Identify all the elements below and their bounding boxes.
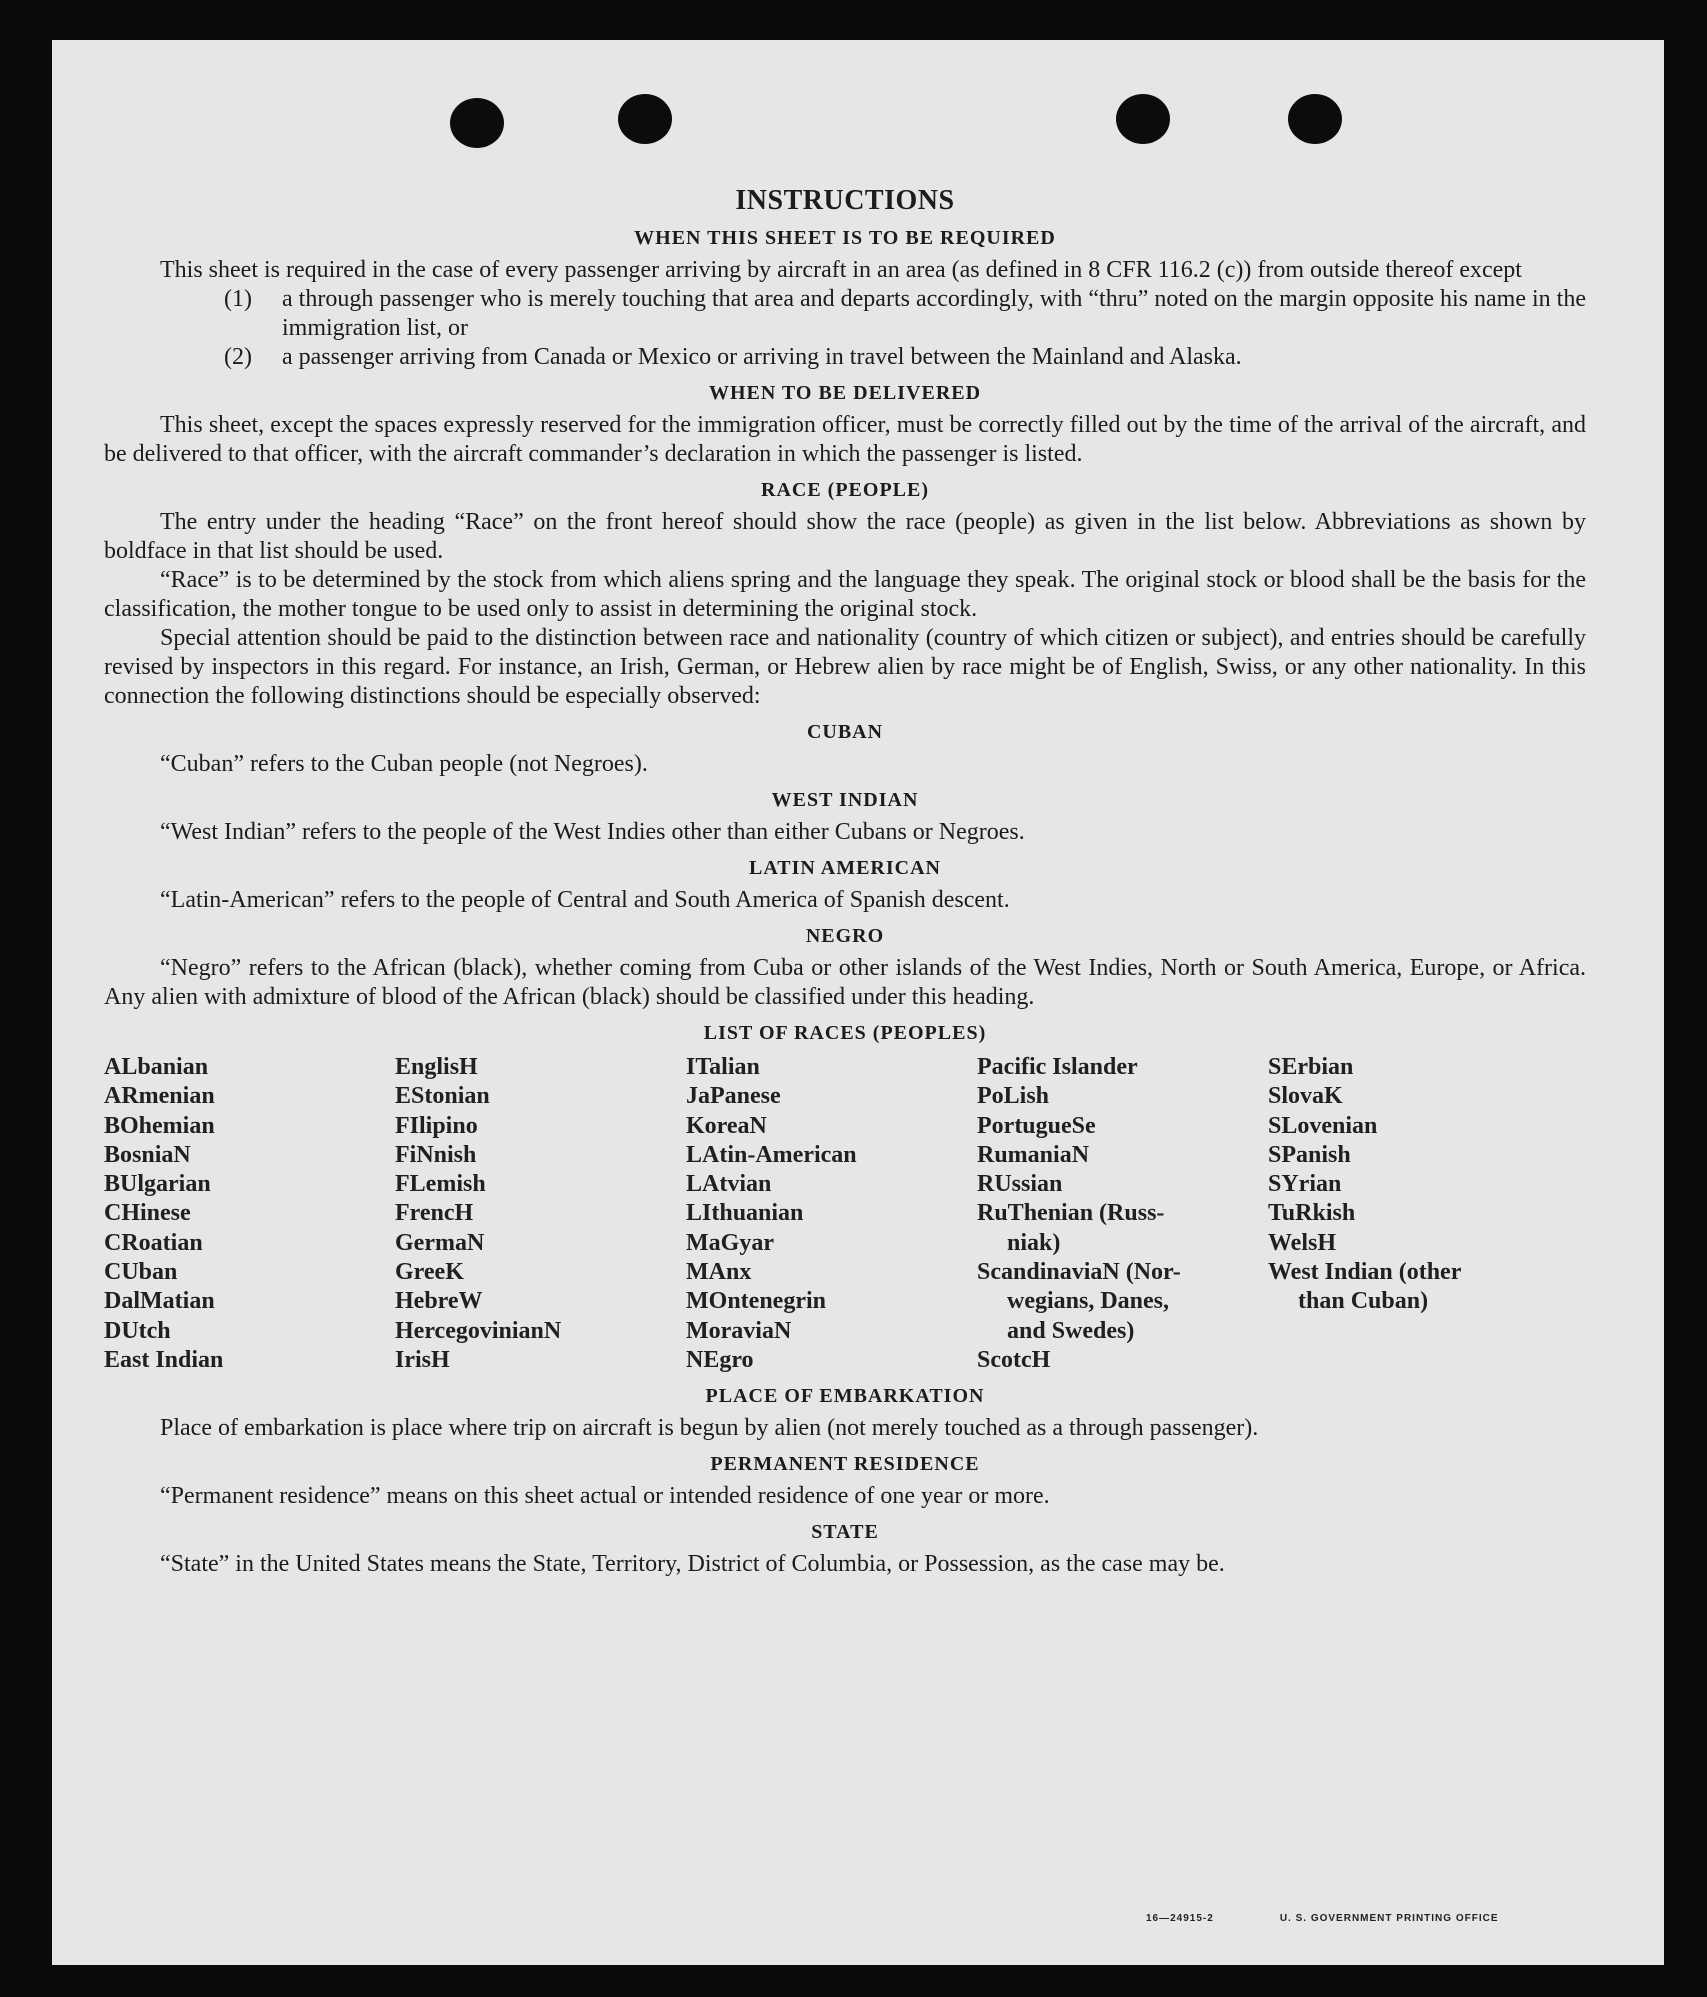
section-heading-embarkation: PLACE OF EMBARKATION — [705, 1385, 985, 1408]
races-list — [104, 1053, 1586, 1375]
item-number: (1) — [224, 286, 252, 312]
race-entry: GreeK — [395, 1259, 464, 1286]
race-entry: GermaN — [395, 1229, 485, 1256]
race-entry: BosniaN — [104, 1141, 191, 1168]
section-heading-state: STATE — [811, 1521, 879, 1544]
race-entry: EStonian — [395, 1083, 490, 1110]
item-text: a passenger arriving from Canada or Mexico or arriving in travel between the Mainland and Alaska. — [282, 344, 1242, 370]
section-heading-list-of-races: LIST OF RACES (PEOPLES) — [703, 1022, 987, 1044]
item-number: (2) — [224, 344, 252, 370]
race-entry: HercegovinianN — [395, 1317, 562, 1344]
race-entry: MaGyar — [686, 1229, 774, 1256]
residence-text: “Permanent residence” means on this sheet actual or intended residence of one year or more. — [160, 1483, 1050, 1510]
races-column — [977, 1053, 1268, 1375]
race-entry: DalMatian — [104, 1288, 215, 1315]
section-heading-cuban: CUBAN — [806, 721, 884, 743]
race-entry: FrencH — [395, 1200, 474, 1227]
section-heading-required: WHEN THIS SHEET IS TO BE REQUIRED — [634, 227, 1056, 249]
race-entry: RumaniaN — [977, 1141, 1090, 1168]
race-entry: FiNnish — [395, 1141, 477, 1168]
race-entry: Pacific Islander — [977, 1054, 1138, 1080]
section-heading-west-indian: WEST INDIAN — [771, 789, 919, 811]
race-entry: FLemish — [395, 1171, 486, 1198]
race-entry: HebreW — [395, 1288, 483, 1315]
west-indian-text: “West Indian” refers to the people of the West Indies other than either Cubans or Negroes. — [160, 819, 1025, 845]
latin-american-text: “Latin-American” refers to the people of Central and South America of Spanish descent. — [160, 887, 1010, 913]
race-entry: LAtvian — [686, 1171, 772, 1198]
race-entry: DUtch — [104, 1317, 171, 1344]
races-column — [1268, 1053, 1559, 1375]
required-intro: This sheet is required in the case of every passenger arriving by aircraft in an area (as defined in 8 CFR 116.2 (c)) from outside thereof except — [160, 257, 1522, 283]
section-heading-race: RACE (PEOPLE) — [761, 479, 929, 501]
item-text: a through passenger who is merely touching that area and departs accordingly, with “thru” noted on the margin opposite his name in the immigration list, or — [282, 286, 1586, 341]
document-page — [52, 40, 1664, 1965]
race-entry: CUban — [104, 1259, 178, 1286]
section-heading-residence: PERMANENT RESIDENCE — [710, 1453, 980, 1476]
cuban-text: “Cuban” refers to the Cuban people (not Negroes). — [160, 751, 648, 777]
race-entry: CHinese — [104, 1200, 191, 1227]
delivered-text: This sheet, except the spaces expressly reserved for the immigration officer, must be correctly filled out by the time of the arrival of the aircraft, and be delivered to that officer, with the aircraft commander’s declaration in which the passenger is listed. — [104, 412, 1586, 467]
race-entry: MoraviaN — [686, 1317, 792, 1344]
race-entry: ScandinaviaN (Nor- — [977, 1259, 1181, 1286]
instructions-body — [104, 173, 1586, 1579]
race-entry: LIthuanian — [686, 1200, 804, 1227]
race-entry: BOhemian — [104, 1112, 215, 1139]
race-entry: EnglisH — [395, 1054, 478, 1080]
embarkation-text: Place of embarkation is place where trip on aircraft is begun by alien (not merely touched as a through passenger). — [160, 1415, 1259, 1442]
race-entry: SLovenian — [1268, 1112, 1378, 1139]
race-entry: BUlgarian — [104, 1171, 211, 1198]
race-entry: PoLish — [977, 1083, 1050, 1110]
race-entry: IrisH — [395, 1346, 450, 1373]
race-entry: JaPanese — [686, 1083, 781, 1110]
punch-hole — [618, 94, 672, 144]
race-entry: SErbian — [1268, 1054, 1354, 1080]
punch-hole — [1288, 94, 1342, 144]
race-entry: SlovaK — [1268, 1083, 1343, 1110]
race-entry: NEgro — [686, 1346, 754, 1373]
race-entry: MAnx — [686, 1259, 752, 1286]
race-entry: ARmenian — [104, 1083, 215, 1110]
race-entry: KoreaN — [686, 1112, 767, 1139]
race-entry: ALbanian — [104, 1054, 209, 1080]
race-entry: SPanish — [1268, 1141, 1351, 1168]
races-column — [104, 1053, 395, 1375]
section-heading-latin-american: LATIN AMERICAN — [749, 857, 941, 879]
printer-imprint — [1146, 1913, 1499, 1924]
list-item — [224, 343, 1586, 372]
page-title: INSTRUCTIONS — [735, 185, 955, 216]
state-text: “State” in the United States means the State, Territory, District of Columbia, or Possession, as the case may be. — [160, 1551, 1225, 1578]
races-column — [686, 1053, 977, 1375]
race-entry: West Indian (other — [1268, 1259, 1462, 1286]
race-entry: SYrian — [1268, 1171, 1342, 1198]
printer-name: U. S. GOVERNMENT PRINTING OFFICE — [1279, 1913, 1499, 1924]
race-entry: TuRkish — [1268, 1200, 1356, 1227]
race-entry-continuation: than Cuban) — [1298, 1288, 1429, 1315]
list-item — [224, 285, 1586, 343]
race-paragraph-1: The entry under the heading “Race” on the front hereof should show the race (people) as given in the list below. Abbreviations as shown by boldface in that list should be used. — [104, 509, 1586, 564]
race-entry-continuation: and Swedes) — [1007, 1317, 1135, 1344]
race-entry: East Indian — [104, 1346, 224, 1373]
race-paragraph-3: Special attention should be paid to the distinction between race and nationality (country of which citizen or subject), and entries should be carefully revised by inspectors in this regard. For instance, an Irish, German, or Hebrew alien by race might be of English, Swiss, or any other nationality. In this connection the following distinctions should be especially observed: — [104, 625, 1586, 709]
race-entry: WelsH — [1268, 1229, 1337, 1256]
form-number: 16—24915-2 — [1146, 1913, 1214, 1924]
race-entry-continuation: niak) — [1007, 1229, 1061, 1256]
race-entry: PortugueSe — [977, 1112, 1096, 1139]
race-entry: RuThenian (Russ- — [977, 1200, 1165, 1227]
race-entry: LAtin-American — [686, 1141, 857, 1168]
race-entry: MOntenegrin — [686, 1288, 826, 1315]
negro-text: “Negro” refers to the African (black), whether coming from Cuba or other islands of the West Indies, North or South America, Europe, or Africa. Any alien with admixture of blood of the African (black) should be classified under this heading. — [104, 955, 1586, 1010]
race-entry-continuation: wegians, Danes, — [1007, 1288, 1170, 1315]
punch-hole — [1116, 94, 1170, 144]
section-heading-delivered: WHEN TO BE DELIVERED — [708, 382, 982, 404]
races-column — [395, 1053, 686, 1375]
race-paragraph-2: “Race” is to be determined by the stock from which aliens spring and the language they speak. The original stock or blood shall be the basis for the classification, the mother tongue to be used only to assist in determining the original stock. — [104, 567, 1586, 622]
race-entry: ITalian — [686, 1054, 760, 1080]
punch-hole — [450, 98, 504, 148]
race-entry: CRoatian — [104, 1229, 203, 1256]
race-entry: FIlipino — [395, 1112, 478, 1139]
race-entry: RUssian — [977, 1171, 1063, 1198]
race-entry: ScotcH — [977, 1346, 1051, 1373]
section-heading-negro: NEGRO — [805, 925, 885, 947]
